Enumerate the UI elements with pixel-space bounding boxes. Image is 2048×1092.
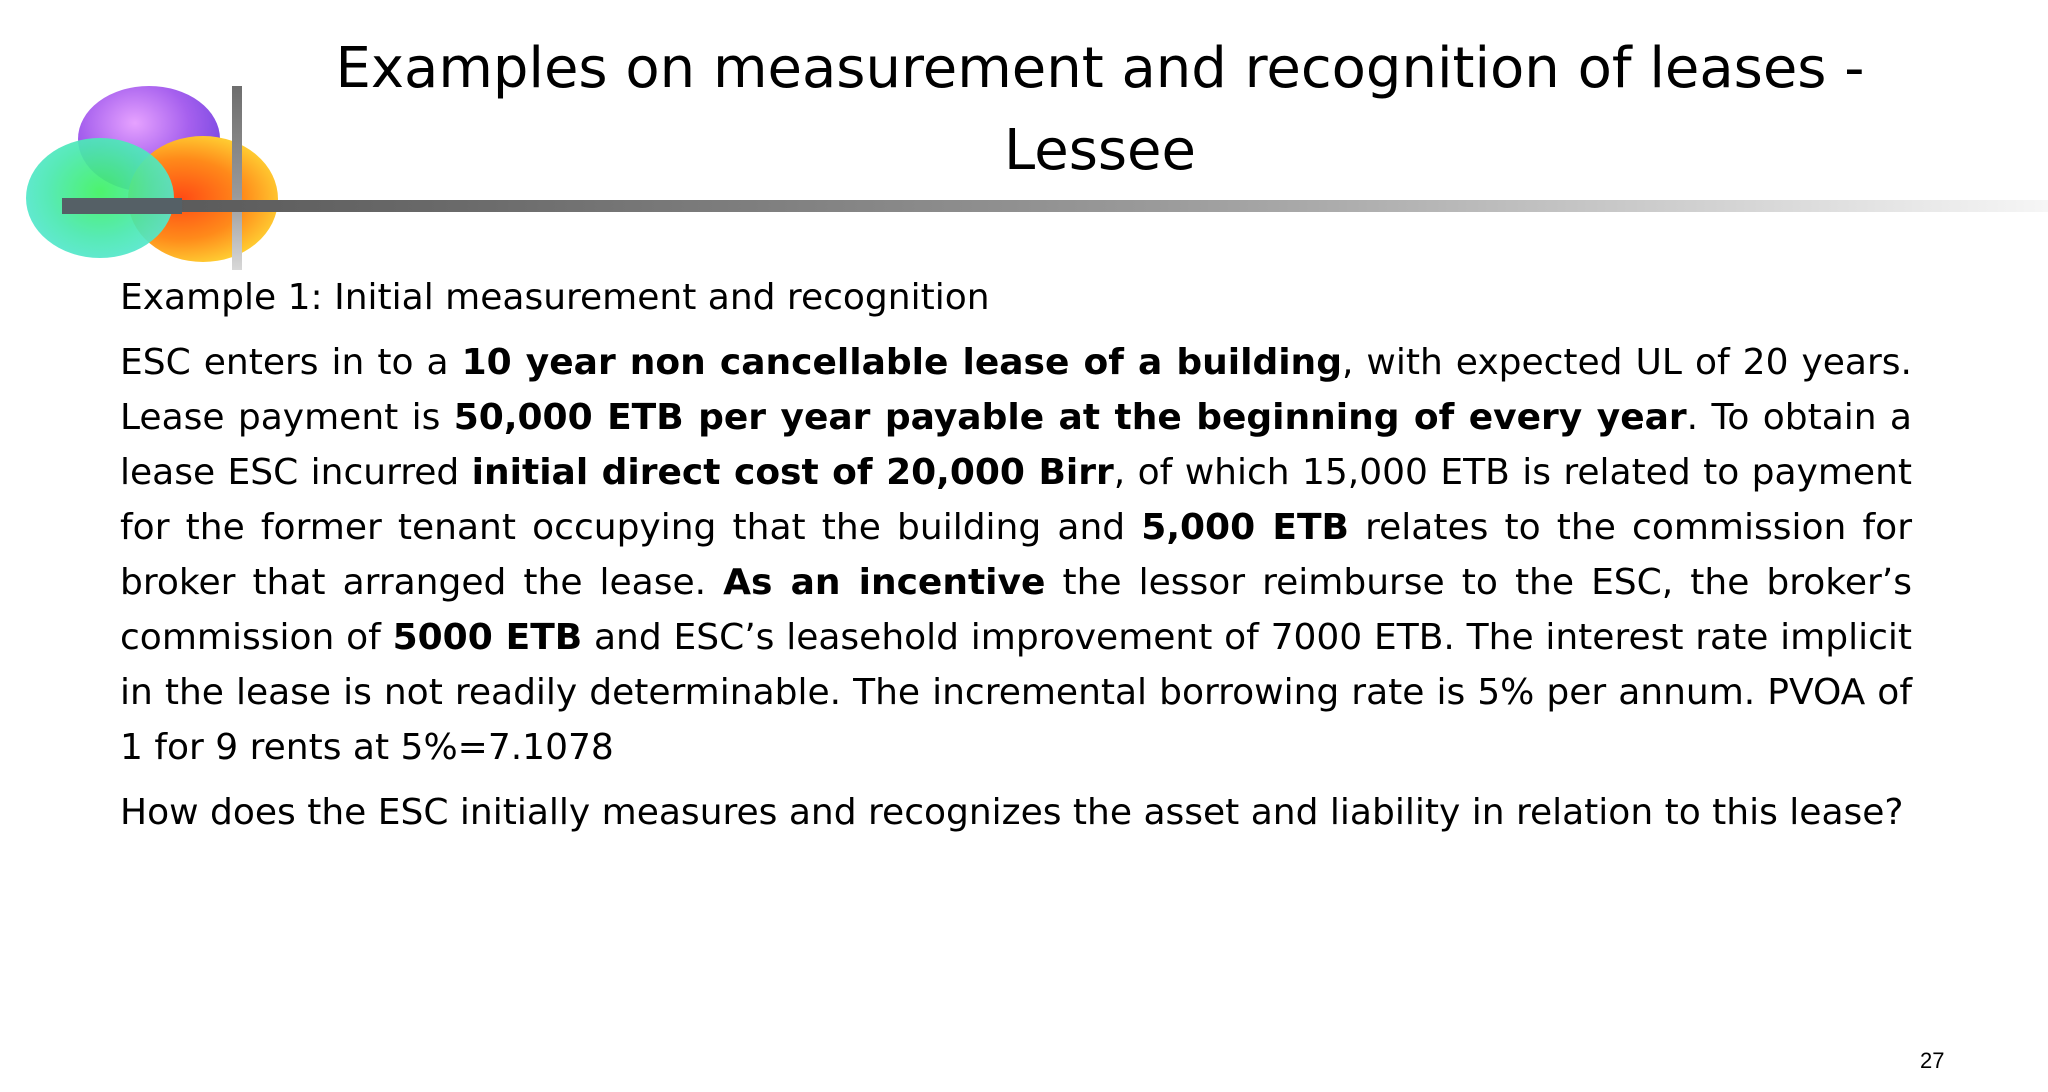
header-divider [62, 200, 2048, 212]
slide-body [120, 270, 1912, 850]
paragraph-emphasis: initial direct cost of 20,000 Birr [471, 452, 1114, 493]
paragraph-text: and ESC’s leasehold improvement of 7000 ETB. The interest rate implicit in the lease is not readily determinable. The incremental borrowing rate is 5% per annum. PVOA of 1 for 9 rents at 5%=7.1078 [120, 617, 1912, 768]
paragraph-text: the lessor reimburse to the ESC, the broker’s commission of [120, 562, 1913, 658]
paragraph-text: relates to the commission for broker that arranged the lease. [120, 507, 1912, 603]
title-line-2: Lessee [1004, 118, 1196, 183]
paragraph-emphasis: 5,000 ETB [1141, 507, 1349, 548]
paragraph-text: ESC enters in to a [120, 342, 462, 383]
logo-vertical-bar [232, 86, 242, 270]
title-line-1: Examples on measurement and recognition of leases - [335, 36, 1865, 101]
example-heading: Example 1: Initial measurement and recognition [120, 277, 990, 318]
example-paragraph [120, 335, 1912, 775]
paragraph-text: . To obtain a lease ESC incurred [120, 397, 1912, 493]
paragraph-emphasis: 10 year non cancellable lease of a building [461, 342, 1342, 383]
question-text: How does the ESC initially measures and recognizes the asset and liability in relation to this lease? [120, 792, 1904, 833]
paragraph-emphasis: As an incentive [723, 562, 1046, 603]
paragraph-text: , of which 15,000 ETB is related to payment for the former tenant occupying that the building and [120, 452, 1912, 548]
paragraph-emphasis: 5000 ETB [392, 617, 583, 658]
page-number: 27 [1920, 1048, 1945, 1073]
logo-icon [26, 80, 296, 280]
paragraph-emphasis: 50,000 ETB per year payable at the beginning of every year [453, 397, 1687, 438]
paragraph-text: , with expected UL of 20 years. Lease payment is [120, 342, 1912, 438]
page-title [290, 28, 1910, 192]
header-divider-accent [62, 198, 182, 214]
